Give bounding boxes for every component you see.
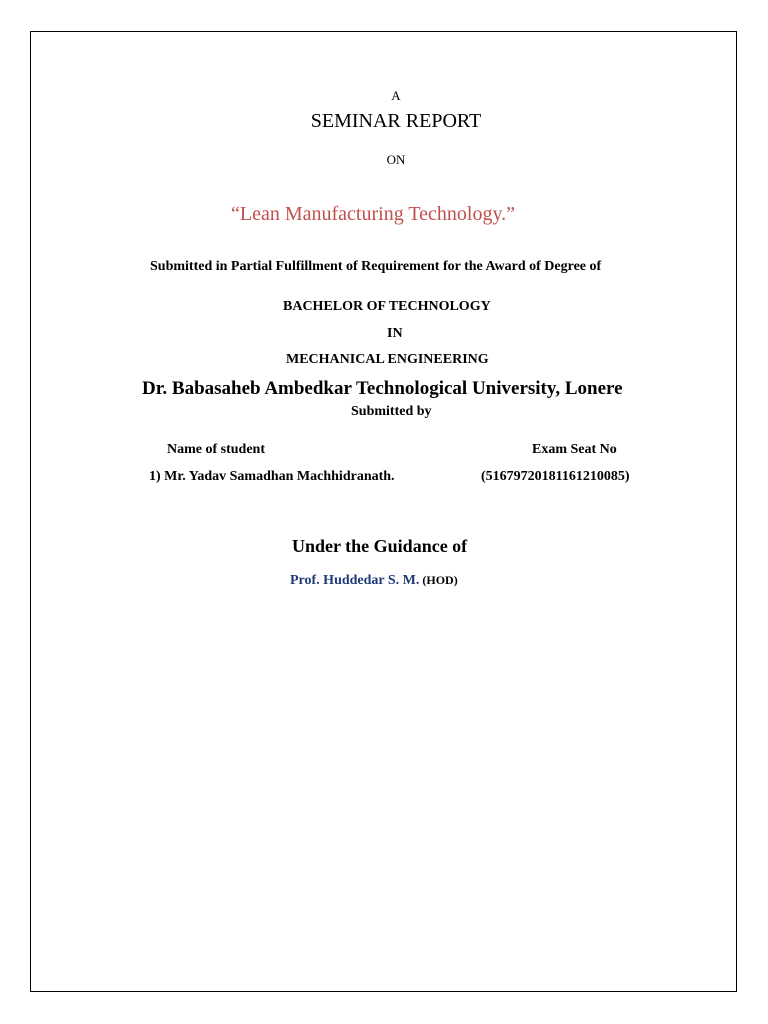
guidance-heading: Under the Guidance of — [292, 536, 468, 556]
guide-line — [290, 573, 458, 589]
guide-name: Prof. Huddedar S. M. — [290, 573, 420, 588]
degree-name: BACHELOR OF TECHNOLOGY — [283, 299, 491, 314]
line-on: ON — [386, 152, 406, 167]
exam-seat-header: Exam Seat No — [532, 442, 617, 457]
line-a: A — [391, 88, 401, 103]
guide-role: (HOD) — [419, 573, 458, 587]
topic-title: “Lean Manufacturing Technology.” — [231, 203, 516, 225]
student-name-header: Name of student — [167, 442, 265, 457]
line-in: IN — [387, 326, 403, 341]
exam-seat-cell: (51679720181161210085) — [481, 469, 630, 484]
submitted-by-label: Submitted by — [351, 404, 432, 419]
report-type-title: SEMINAR REPORT — [310, 110, 482, 132]
branch-name: MECHANICAL ENGINEERING — [286, 352, 489, 367]
student-name-cell: 1) Mr. Yadav Samadhan Machhidranath. — [149, 469, 395, 484]
university-name: Dr. Babasaheb Ambedkar Technological University, Lonere — [142, 378, 623, 399]
submission-statement: Submitted in Partial Fulfillment of Requirement for the Award of Degree of — [150, 259, 602, 274]
page-border — [30, 31, 737, 992]
